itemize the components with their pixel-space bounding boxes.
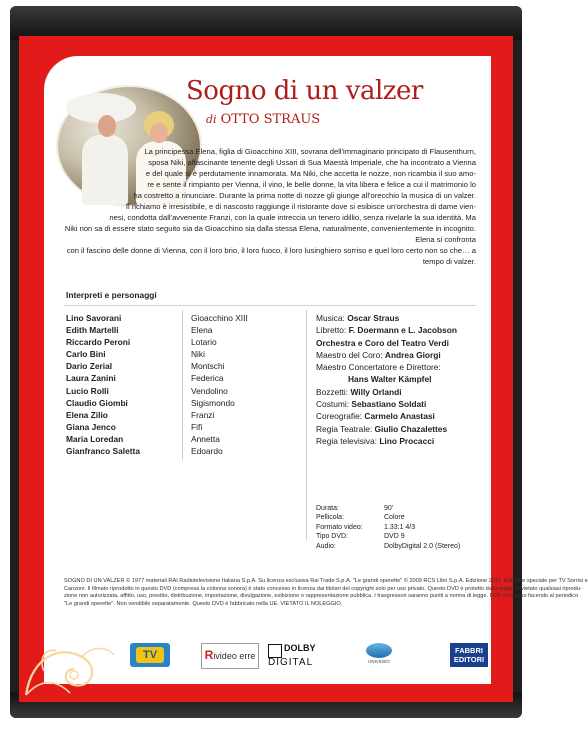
spec-row bbox=[316, 513, 460, 522]
rivideo-erre-logo bbox=[201, 643, 259, 669]
credit-value: Orchestra e Coro del Teatro Verdi bbox=[316, 337, 449, 348]
character-name: Gioacchino XIII bbox=[191, 313, 248, 323]
divider bbox=[182, 310, 183, 460]
credit-label: Maestro del Coro: bbox=[316, 349, 385, 360]
character-name: Montschi bbox=[191, 361, 225, 372]
actor-name: Lino Savorani bbox=[66, 313, 122, 323]
credit-line bbox=[316, 324, 457, 336]
credit-value: Carmelo Anastasi bbox=[364, 411, 435, 422]
actor-name: Giana Jenco bbox=[66, 421, 116, 432]
credit-label: Libretto: bbox=[316, 325, 349, 336]
spec-row bbox=[316, 523, 460, 532]
synopsis bbox=[64, 146, 476, 267]
credit-label: Regia televisiva: bbox=[316, 435, 380, 446]
character-name: Sigismondo bbox=[191, 397, 235, 408]
credit-line bbox=[316, 312, 457, 324]
author-prefix: di bbox=[206, 113, 217, 126]
spec-value: Colore bbox=[384, 514, 405, 522]
legal-line: Canzoni. Il filmato riprodotto in questo DVD (compresa la colonna sonora) è stato concesso in licenza dai titolari del copyright solo per uso privato. Questo DVD è protetto dalla legge. È vietato qualsiasi riprodu- bbox=[64, 585, 582, 592]
credit-line bbox=[316, 337, 457, 349]
synopsis-line: con il fascino delle donne di Vienna, con il loro brio, il loro fuoco, il loro lusinghiero sorriso e quel loro certo non so che… a tempo di valzer. bbox=[66, 246, 476, 266]
credit-line bbox=[316, 361, 457, 373]
divider bbox=[64, 305, 476, 306]
tv-sorrisi-logo bbox=[130, 643, 170, 667]
actor-name: Laura Zanini bbox=[66, 373, 116, 384]
legal-notice bbox=[64, 578, 588, 608]
credit-line bbox=[316, 373, 457, 385]
spec-row bbox=[316, 542, 460, 551]
actor-name: Maria Loredan bbox=[66, 433, 124, 444]
character-name: Edoardo bbox=[191, 446, 223, 457]
credit-label: Musica: bbox=[316, 313, 348, 323]
credit-value: Sebastiano Soldati bbox=[351, 399, 427, 410]
credit-label: Regia Teatrale: bbox=[316, 423, 375, 434]
univideo-logo bbox=[360, 643, 398, 667]
corner-ornament bbox=[22, 585, 122, 700]
legal-line: "Le grandi operette". Non vendibile separatamente. Questo DVD è fabbricato nella UE. VIETATO IL NOLEGGIO. bbox=[64, 600, 343, 607]
rivideo-r: R bbox=[204, 648, 214, 662]
character-name: Lotario bbox=[191, 337, 217, 348]
spec-value: 90' bbox=[384, 505, 394, 512]
spec-key: Tipo DVD: bbox=[316, 533, 349, 541]
actor-name: Claudio Giombi bbox=[66, 397, 128, 408]
dolby-digital-logo bbox=[268, 643, 324, 667]
credit-value: Willy Orlandi bbox=[350, 386, 402, 397]
credit-line bbox=[316, 398, 457, 410]
legal-line: zione non autorizzata, affitto, uso, prestito, distribuzione, importazione, divulgazione, esibizione o rappresentazione pubblica. I trasgressori saranno puniti a norma di legge. DVD concesso facendo al periodico bbox=[64, 593, 579, 600]
character-name: Niki bbox=[191, 349, 205, 360]
credit-line bbox=[316, 435, 457, 447]
synopsis-line: Il richiamo è irresistibile, e di nascosto raggiunge il ristorante dove si esibisce un'orchestra di dame vien- bbox=[125, 202, 476, 211]
dvd-specs bbox=[316, 504, 460, 551]
credit-line bbox=[316, 410, 457, 422]
dolby-word: DOLBY bbox=[284, 643, 316, 653]
character-name: Fifì bbox=[191, 421, 203, 432]
synopsis-line: nesi, condotta dall'avvenente Franzi, con la quale intreccia un tenero idillio, senza rivelarle la sua identità. Ma bbox=[109, 213, 476, 222]
author-line bbox=[206, 112, 320, 127]
actor-name: Gianfranco Saletta bbox=[66, 446, 141, 457]
spec-key: Formato video: bbox=[316, 523, 363, 531]
character-name: Elena bbox=[191, 325, 213, 336]
credit-label: Bozzetti: bbox=[316, 386, 351, 397]
actor-name: Elena Zilio bbox=[66, 409, 108, 420]
character-name: Federica bbox=[191, 373, 224, 384]
univideo-icon bbox=[366, 643, 392, 658]
spec-row bbox=[316, 532, 460, 541]
spec-value: DVD 9 bbox=[384, 533, 405, 541]
credit-value: Oscar Straus bbox=[347, 313, 400, 323]
credits bbox=[316, 312, 457, 447]
synopsis-line: re e sente il rimpianto per Vienna, il vino, le belle donne, la vita libera e felice a cui il matrimonio lo bbox=[147, 180, 476, 189]
spec-row bbox=[316, 504, 460, 513]
spec-value: DolbyDigital 2.0 (Stereo) bbox=[384, 542, 461, 550]
univideo-text: UNIVIDEO bbox=[368, 659, 390, 664]
cast-section-title: Interpreti e personaggi bbox=[66, 290, 157, 300]
credit-value: Andrea Giorgi bbox=[384, 349, 441, 360]
credit-line bbox=[316, 349, 457, 361]
credit-line bbox=[316, 386, 457, 398]
credit-value: Giulio Chazalettes bbox=[374, 423, 448, 434]
actor-name: Edith Martelli bbox=[66, 325, 119, 336]
fabbri-line: FABBRI bbox=[455, 646, 483, 655]
spec-key: Audio: bbox=[316, 542, 336, 550]
actor-name: Lucio Rolli bbox=[66, 385, 109, 396]
synopsis-line: sposa Niki, affascinante tenente degli Ussari di Sua Maestà Imperiale, che ha incontrato a Vienna bbox=[148, 158, 476, 167]
face-shape bbox=[98, 115, 116, 137]
character-name: Vendolino bbox=[191, 385, 228, 396]
synopsis-line: Niki non sa di essere stato seguito sia da Gioacchino sia dalla stessa Elena, naturalmente, convenientemente in incognito. Elena si confronta bbox=[64, 224, 476, 244]
author-name: OTTO STRAUS bbox=[220, 112, 321, 127]
dolby-icon bbox=[268, 644, 282, 658]
credit-line bbox=[316, 423, 457, 435]
cast-roles bbox=[191, 312, 248, 457]
credit-value: Hans Walter Kämpfel bbox=[348, 374, 432, 385]
rivideo-text: ivideo erre bbox=[213, 651, 256, 661]
spec-key: Durata: bbox=[316, 505, 339, 512]
synopsis-line: ha costretto a rinunciare. Durante la prima notte di nozze gli giunge all'orecchio la musica di un valzer. bbox=[133, 191, 476, 200]
divider bbox=[306, 310, 307, 540]
spec-value: 1.33:1 4/3 bbox=[384, 523, 416, 531]
credit-label: Costumi: bbox=[316, 399, 352, 410]
face-shape bbox=[150, 123, 168, 143]
legal-line: SOGNO DI UN VALZER © 1977 materiali RAI Radiotelevisione Italiana S.p.A. Su licenza esclusiva Rai Trade S.p.A. "Le grandi operette" © 2009 RCS Libri S.p.A. Edizione 2011. Edizione speciale per TV Sorrisi e bbox=[64, 578, 588, 584]
tv-logo-text: TV bbox=[136, 647, 164, 663]
synopsis-line: La principessa Elena, figlia di Gioacchino XIII, sovrana dell'immaginario principato di Flausenthurn, bbox=[144, 147, 476, 156]
actor-name: Dario Zerial bbox=[66, 361, 113, 372]
dolby-digital-word: DIGITAL bbox=[268, 657, 314, 668]
editori-line: EDITORI bbox=[453, 655, 485, 664]
spec-key: Pellicola: bbox=[316, 514, 345, 522]
cast-names bbox=[66, 312, 140, 457]
page-title: Sogno di un valzer bbox=[186, 76, 423, 106]
character-name: Annetta bbox=[191, 433, 220, 444]
credit-value: F. Doermann e L. Jacobson bbox=[348, 325, 458, 336]
case-top-edge bbox=[10, 6, 522, 40]
synopsis-line: e del quale si è perdutamente innamorata. Ma Niki, che accetta le nozze, non ricambia il suo amo- bbox=[145, 169, 476, 178]
credit-label: Coreografie: bbox=[316, 411, 365, 422]
credit-value: Lino Procacci bbox=[379, 435, 435, 446]
credit-label: Maestro Concertatore e Direttore: bbox=[316, 362, 441, 373]
fabbri-editori-logo bbox=[450, 643, 488, 667]
actor-name: Riccardo Peroni bbox=[66, 337, 131, 348]
actor-name: Carlo Bini bbox=[66, 349, 106, 360]
character-name: Franzi bbox=[191, 409, 215, 420]
